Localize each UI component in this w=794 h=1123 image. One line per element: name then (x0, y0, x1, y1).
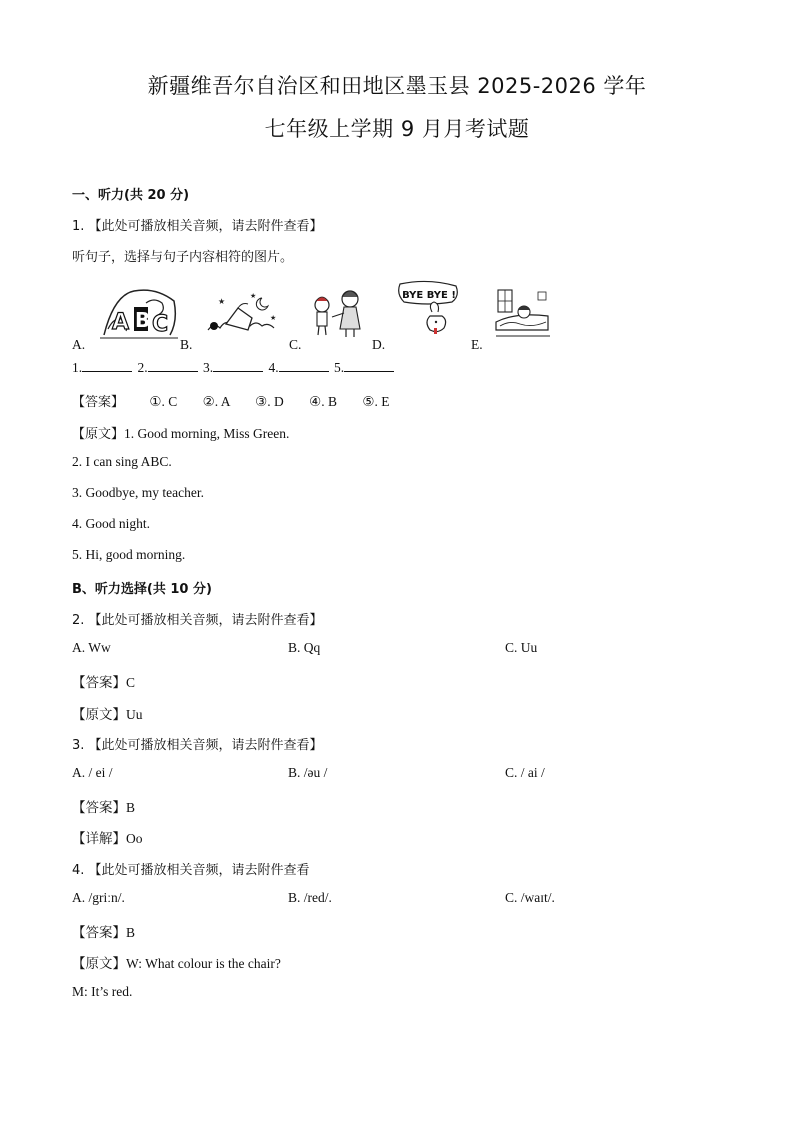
q1-original-3: 3. Goodbye, my teacher. (72, 485, 204, 500)
picture-label-c: C. (289, 337, 302, 352)
q4-stem: 4. 【此处可播放相关音频，请去附件查看 (72, 863, 310, 878)
blank-label-5: 5. (334, 360, 345, 375)
blank-label-1: 1. (72, 360, 83, 375)
svg-text:C: C (152, 312, 169, 337)
exam-title-line1: 新疆维吾尔自治区和田地区墨玉县 2025-2026 学年 (147, 74, 647, 98)
q1-answer-2: ②. A (202, 394, 230, 409)
svg-text:A: A (112, 310, 130, 335)
svg-text:B: B (135, 308, 151, 332)
svg-text:★: ★ (218, 297, 226, 306)
blank-4[interactable] (279, 359, 329, 372)
q2-option-c[interactable]: C. Uu (505, 640, 538, 655)
q4-original-w: 【原文】W: What colour is the chair? (72, 956, 281, 971)
blank-label-3: 3. (203, 360, 214, 375)
q2-option-a[interactable]: A. Ww (72, 640, 111, 655)
picture-label-d: D. (372, 337, 386, 352)
q3-option-c[interactable]: C. / ai / (505, 765, 545, 780)
q3-detail: 【详解】Oo (72, 831, 143, 846)
blank-2[interactable] (148, 359, 198, 372)
q3-option-a[interactable]: A. / ei / (72, 765, 113, 780)
bye-bye-waving-drawing-icon (396, 280, 462, 343)
sleeping-in-bed-drawing-icon (494, 288, 552, 345)
picture-label-b: B. (180, 337, 193, 352)
q2-option-b[interactable]: B. Qq (288, 640, 321, 655)
picture-label-a: A. (72, 337, 86, 352)
q4-original-m: M: It’s red. (72, 984, 133, 999)
blank-5[interactable] (344, 359, 394, 372)
q1-original-1: 1. Good morning, Miss Green. (124, 426, 290, 441)
q4-option-c[interactable]: C. /waɪt/. (505, 890, 555, 905)
q4-option-a[interactable]: A. /griːn/. (72, 890, 125, 905)
exam-title-line2: 七年级上学期 9 月月考试题 (264, 117, 530, 141)
section2-heading: B、听力选择(共 10 分) (72, 582, 212, 597)
q4-answer: 【答案】B (72, 925, 136, 940)
q1-answer-row (72, 391, 389, 410)
svg-text:★: ★ (250, 292, 257, 300)
q1-instruction: 听句子，选择与句子内容相符的图片。 (72, 250, 294, 265)
q1-answer-3: ③. D (255, 394, 284, 409)
q3-option-b[interactable]: B. /əu / (288, 765, 328, 780)
blank-1[interactable] (82, 359, 132, 372)
greeting-people-drawing-icon (310, 287, 372, 344)
blank-label-4: 4. (268, 360, 279, 375)
section1-heading: 一、听力(共 20 分) (72, 188, 190, 203)
q1-original-2: 2. I can sing ABC. (72, 454, 172, 469)
q1-answer-1: ①. C (149, 394, 178, 409)
q1-original-5: 5. Hi, good morning. (72, 547, 186, 562)
picture-label-e: E. (471, 337, 483, 352)
q3-stem: 3. 【此处可播放相关音频，请去附件查看】 (72, 738, 323, 753)
q2-original: 【原文】Uu (72, 707, 143, 722)
q1-original-label: 【原文】 (72, 427, 125, 442)
q1-original-4: 4. Good night. (72, 516, 151, 531)
q1-original-row (72, 423, 289, 442)
blank-label-2: 2. (137, 360, 148, 375)
abc-letters-drawing-icon (98, 283, 180, 346)
q3-answer: 【答案】B (72, 800, 136, 815)
q1-answer-label: 【答案】 (72, 395, 125, 410)
q2-answer: 【答案】C (72, 675, 136, 690)
q2-stem: 2. 【此处可播放相关音频，请去附件查看】 (72, 613, 323, 628)
q4-option-b[interactable]: B. /red/. (288, 890, 332, 905)
blank-3[interactable] (213, 359, 263, 372)
bye-bye-text: BYE BYE ! (402, 290, 456, 301)
svg-text:★: ★ (270, 314, 277, 322)
q1-stem: 1. 【此处可播放相关音频，请去附件查看】 (72, 219, 323, 234)
q1-answer-5: ⑤. E (362, 394, 390, 409)
q1-answer-4: ④. B (309, 394, 337, 409)
q1-blanks-row (72, 359, 396, 376)
night-house-drawing-icon (204, 290, 280, 343)
